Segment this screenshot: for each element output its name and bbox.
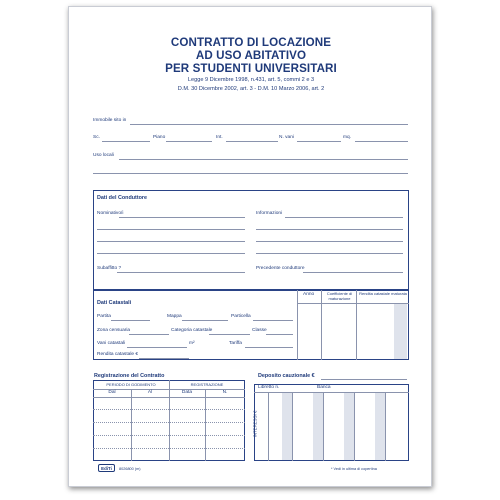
mq-line[interactable] bbox=[355, 141, 408, 142]
numero-column-header: N. bbox=[222, 390, 228, 395]
vani-line[interactable] bbox=[297, 141, 341, 142]
law-reference-line-2: D.M. 30 Dicembre 2002, art. 3 - D.M. 10 Marzo 2006, art. 2 bbox=[177, 86, 325, 92]
mq-catastali-label: m² bbox=[189, 341, 195, 346]
law-reference-line-1: Legge 9 Dicembre 1998, n.431, art. 5, commi 2 e 3 bbox=[187, 77, 315, 83]
form-title-line-2: AD USO ABITATIVO bbox=[195, 49, 307, 62]
form-code: 8026800 (m) bbox=[119, 467, 141, 471]
deposito-shaded-col-4 bbox=[375, 393, 385, 460]
deposito-col-divider-1 bbox=[292, 392, 293, 461]
interno-line[interactable] bbox=[226, 141, 278, 142]
deposito-col-divider-3 bbox=[354, 392, 355, 461]
precedente-line[interactable] bbox=[303, 272, 403, 273]
rendita-column-header: Rendita catastale maturata bbox=[359, 291, 407, 296]
contract-form-sheet bbox=[68, 6, 432, 487]
publisher-logo: EdiTi bbox=[98, 464, 115, 472]
catastali-shaded-column bbox=[394, 304, 407, 359]
partita-line[interactable] bbox=[111, 320, 150, 321]
mappa-line[interactable] bbox=[182, 320, 228, 321]
uso-locali-label: Uso locali bbox=[93, 153, 114, 158]
registrazione-row-line-4[interactable] bbox=[93, 448, 245, 449]
piano-line[interactable] bbox=[166, 141, 212, 142]
scala-line[interactable] bbox=[102, 141, 150, 142]
deposito-heading: Deposito cauzionale € bbox=[258, 373, 315, 379]
registrazione-group-header: REGISTRAZIONE bbox=[190, 382, 224, 387]
catastali-heading: Dati Catastali bbox=[97, 300, 132, 306]
coefficiente-column-header: Coefficiente di maturazione bbox=[326, 291, 353, 301]
nominativo-line-2[interactable] bbox=[97, 229, 245, 230]
al-column-header: Al bbox=[147, 390, 153, 395]
catastali-grid-header-line bbox=[297, 303, 409, 304]
form-title-line-1: CONTRATTO DI LOCAZIONE bbox=[170, 36, 332, 49]
informazioni-line-3[interactable] bbox=[256, 241, 403, 242]
registrazione-row-line-1[interactable] bbox=[93, 409, 245, 410]
zona-label: Zona censuaria bbox=[97, 328, 131, 333]
informazioni-label: Informazioni bbox=[256, 211, 283, 216]
deposito-shaded-col-1 bbox=[282, 393, 292, 460]
immobile-label: Immobile sito in bbox=[93, 118, 127, 123]
registrazione-col-divider-1 bbox=[131, 389, 132, 461]
particella-line[interactable] bbox=[253, 320, 293, 321]
tariffa-label: Tariffa bbox=[229, 341, 242, 346]
periodo-header: PERIODO DI GODIMENTO bbox=[106, 382, 156, 387]
form-title-line-3: PER STUDENTI UNIVERSITARI bbox=[165, 62, 337, 75]
catastali-col-divider-2 bbox=[356, 290, 357, 360]
nominativo-line-1[interactable] bbox=[119, 217, 245, 218]
deposito-col-divider-0 bbox=[268, 392, 269, 461]
classe-line[interactable] bbox=[266, 334, 293, 335]
rendita-euro-label: Rendita catastale € bbox=[97, 352, 139, 357]
informazioni-line-4[interactable] bbox=[256, 253, 403, 254]
categoria-label: Categoria catastale bbox=[171, 328, 213, 333]
nominativo-label: Nominativo/i bbox=[97, 211, 124, 216]
vani-catastali-line[interactable] bbox=[127, 347, 187, 348]
nominativo-line-4[interactable] bbox=[97, 253, 245, 254]
tariffa-line[interactable] bbox=[245, 347, 293, 348]
conduttore-heading: Dati del Conduttore bbox=[97, 195, 148, 201]
uso-locali-line-2[interactable] bbox=[93, 173, 408, 174]
banca-label: Banca bbox=[317, 385, 331, 390]
registrazione-row-line-2[interactable] bbox=[93, 422, 245, 423]
informazioni-line-1[interactable] bbox=[285, 217, 403, 218]
mappa-label: Mappa bbox=[167, 314, 182, 319]
catastali-col-divider-1 bbox=[321, 290, 322, 360]
anno-column-header: Anno bbox=[303, 292, 315, 297]
dal-column-header: Dal bbox=[108, 390, 116, 395]
scala-label: Sc. bbox=[93, 135, 100, 140]
rendita-euro-line[interactable] bbox=[139, 358, 189, 359]
libretto-label: Libretto n. bbox=[258, 385, 280, 390]
deposito-shaded-col-3 bbox=[344, 393, 354, 460]
registrazione-col-divider-2 bbox=[205, 389, 206, 461]
particella-label: Particella bbox=[231, 314, 251, 319]
partita-label: Partita bbox=[97, 314, 111, 319]
footnote: * Vedi in ultima di copertina bbox=[331, 467, 377, 471]
registrazione-heading: Registrazione del Contratto bbox=[94, 373, 165, 379]
conduttore-box bbox=[93, 190, 409, 290]
immobile-line[interactable] bbox=[130, 124, 408, 125]
registrazione-row-line-3[interactable] bbox=[93, 435, 245, 436]
informazioni-line-2[interactable] bbox=[256, 229, 403, 230]
uso-locali-line-1[interactable] bbox=[119, 159, 408, 160]
vani-label: N. vani bbox=[279, 135, 294, 140]
precedente-label: Precedente conduttore bbox=[256, 266, 305, 271]
classe-label: Classe bbox=[252, 328, 267, 333]
subaffitto-line[interactable] bbox=[117, 272, 245, 273]
piano-label: Piano bbox=[153, 135, 166, 140]
categoria-line[interactable] bbox=[209, 334, 250, 335]
deposito-col-divider-2 bbox=[323, 392, 324, 461]
deposito-col-divider-4 bbox=[385, 392, 386, 461]
nominativo-line-3[interactable] bbox=[97, 241, 245, 242]
data-column-header: Data bbox=[181, 390, 193, 395]
vani-catastali-label: Vani catastali bbox=[97, 341, 126, 346]
mq-label: mq. bbox=[343, 135, 351, 140]
zona-line[interactable] bbox=[129, 334, 169, 335]
interessi-vertical-label: INTERESSI € bbox=[252, 410, 258, 438]
interno-label: Int. bbox=[216, 135, 223, 140]
catastali-box bbox=[93, 290, 409, 360]
deposito-shaded-col-2 bbox=[313, 393, 323, 460]
catastali-grid-divider bbox=[297, 290, 298, 360]
subaffitto-label: Subaffitto ? bbox=[97, 266, 122, 271]
deposito-amount-line[interactable] bbox=[321, 379, 407, 380]
